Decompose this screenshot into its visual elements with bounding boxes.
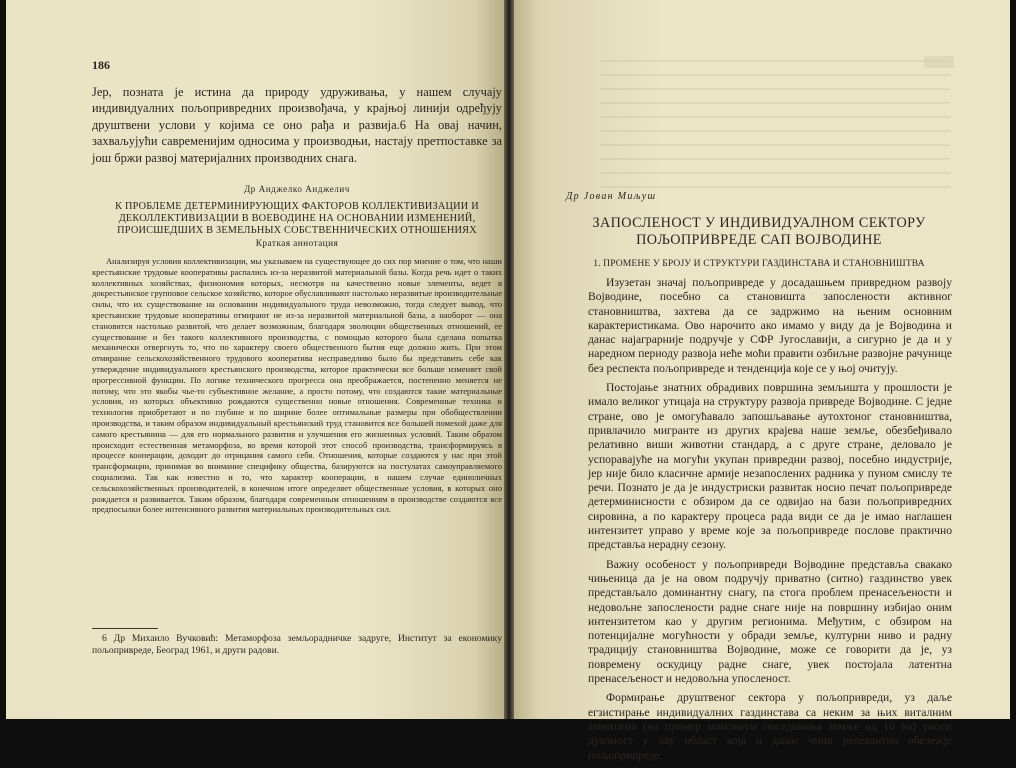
- bleed-through: [600, 60, 950, 190]
- book-gutter: [504, 0, 514, 719]
- paragraph: Постојање знатних обрадивих површина земљишта у прошлости је имало великог утицаја на структуру развоја привреде Војводине. С једне стране, ово је омогућавало запошљавање аутохтоног становништва, привлачило мигранте из других крајева наше земље, обезбеђивало релативно виши животни стандард, а с друге стране, деловало је успоравајуће на могући укупан привредни развој, посебно индустрије, јер није било класичне армије незапослених радника у пуном смислу те речи. Познато је да је индустриски развитак носио печат пољопривреде детерминисности с обзиром да се одвијао на бази пољопривредних сировина, а по карактеру процеса рада види се да је имао наглашен интензитет управо у време које за пољопривреде послове практично представља нерадну сезону.: [588, 381, 952, 552]
- paragraph: Важну особеност у пољопривреди Војводине представља свакако чињеница да је на овом подручју приватно (ситно) газдинство увек представљало доминантну снагу, па стога проблем пренасељености и недовољне запослености радне снаге није на површину избијао оним интензитетом као у другим регионима. Међутим, с обзиром на потенцијалне могућности у обради земље, културни ниво и радну традицију становништва Војводине, може се говорити да је, уз повремену оскудицу радне снаге, увек постојала латентна пренасељеност и недовољна упосленост.: [588, 557, 952, 686]
- left-page: [6, 0, 504, 719]
- summary-text: Анализируя условия коллективизации, мы указываем на существующее до сих пор мнение о том, что наши крестьянские трудовые кооперативы распались из-за неразвитой материальной базы. Когда речь идет о таких коллективных хозяйствах, физиономия которых, несмотря на качественно новые элементы, ведет в докрестьянское групповое сельское хозяйство, которое обуславливают настолько неразвитые производительные силы, что их существование на основании индивидуального труда невозможно, тогда следует вывод, что крестьянские трудовые кооперативы отмирают не из-за неразвитой материальной базы, а наоборот — она становится настолько развитой, что делает возможным, благодаря эволюции общественных отношений, ее существование и без такого коллективного производства, с помощью которого была сделана попытка механически отвергнуть то, что по характеру своего общественного бытия еще должно жить. При этом отмирание сельскохозяйственного трудового кооператива несправедливо было бы представить себе как утверждение индивидуального крестьянского производства, которое практически все больше изменяет свой прогрессивной функции. По логике технического прогресса она преображается, постепенно меняется не потому, что это якобы чье-то субъективное желание, а просто потому, что создаются такие материальные условия, из которых объективно рождаются существенно новые отношения. Современные техника и технология приобретают и по глубине и по ширине более оптимальные размеры при обобществлении производства, и таким образом индивидуальный крестьянский труд становится все большей помехой даже для самого крестьянина — для его нормального развития и улучшения его жизненных условий. Таким образом происходит естественная метаморфоза, во время которой этот способ производства, трансформируясь в процессе кооперации, доходит до отрицания самого себя. Отношения, которые создаются у нас при этой трансформации, принимая во внимание специфику общества, базируются на постулатах самоуправляемого социализма. Так как известно и то, что характер кооперации, в нашем случае единоличных сельскохозяйственных производителей, в конечном итоге определяет общественные условия, в которых оно рождается и развивается. Таким образом, благодаря современным отношениям в производстве создаются все предпосылки более интенсивного развития материальных производительных сил.: [92, 256, 502, 515]
- page-number: 186: [92, 58, 110, 72]
- footnote-rule: [92, 628, 158, 629]
- article-body: [588, 276, 952, 768]
- paragraph: Изузетан значај пољопривреде у досадашњем привредном развоју Војводине, посебно са становишта запослености активног становништва, захтева да се задржимо на њеним основним карактеристикама. Ово нарочито ако имамо у виду да је Војводина и данас најаграрније подручје у СФР Југославији, а сигурно је да и у наредном периоду развоја неће моћи правити озбиљне развојне рачунице без респекта пољопривреде и тенденција које се у њој очитују.: [588, 276, 952, 375]
- section-heading: 1. ПРОМЕНЕ У БРОЈУ И СТРУКТУРИ ГАЗДИНСТАВА И СТАНОВНИШТВА: [593, 258, 925, 269]
- paragraph: Формирање друштвеног сектора у пољопривреди, уз даље егзистирање индивидуалних газдинстава са неким за њих виталним амнитима (на пример максимум поседовања земље од 10 ha) уноси дуалност у ову област која и данас чини релевантно обележје пољопривреде.: [588, 691, 952, 762]
- article-author: Др Јован Миљуш: [566, 191, 657, 202]
- faded-page-number: [924, 56, 954, 68]
- opening-paragraph: Јер, позната је истина да природу удруживања, у нашем случају индивидуалних пољопривредних произвођача, у крајњој линији одређују друштвени услови у којима се оно рађа и развија.6 На овај начин, захваљујући савременијим односима у производњи, настају претпоставке за још бржи развој материјалних производних снага.: [92, 85, 502, 165]
- footnote: 6 Др Михаило Вучковић: Метаморфоза земљорадничке задруге, Институт за економику пољопривреде, Београд 1961, и други радови.: [92, 633, 502, 656]
- summary-title: К ПРОБЛЕМЕ ДЕТЕРМИНИРУЮЩИХ ФАКТОРОВ КОЛЛЕКТИВИЗАЦИИ И ДЕКОЛЛЕКТИВИЗАЦИИ В ВОЕВОДИНЕ НА ОСНОВАНИИ ИЗМЕНЕНИЙ, ПРОИСШЕДШИХ В ЗЕМЕЛЬНЫХ СОБСТВЕННИЧЕСКИХ ОТНОШЕНИЯХ: [115, 201, 479, 236]
- article-title: ЗАПОСЛЕНОСТ У ИНДИВИДУАЛНОМ СЕКТОРУ ПОЉОПРИВРЕДЕ САП ВОЈВОДИНЕ: [592, 215, 926, 248]
- summary-author: Др Анджелко Анджелич: [244, 184, 350, 194]
- summary-heading: Краткая аннотация: [255, 239, 339, 249]
